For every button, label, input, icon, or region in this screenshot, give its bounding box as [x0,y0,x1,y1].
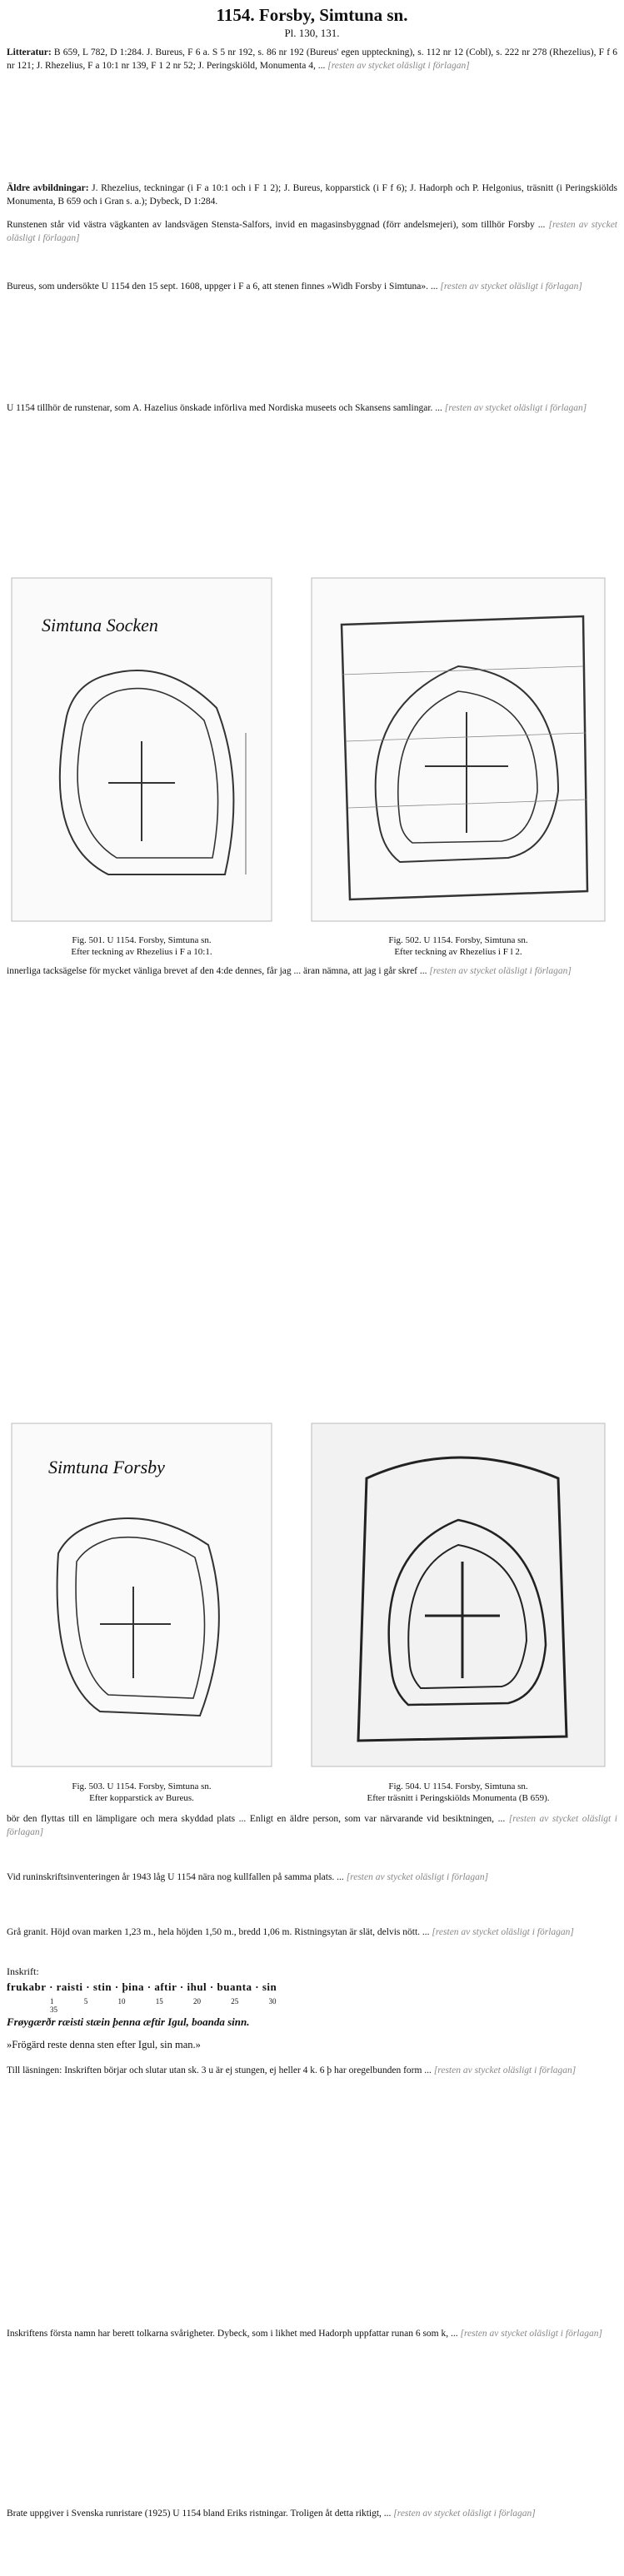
caption-line: Efter teckning av Rhezelius i F a 10:1. [71,947,212,957]
description-paragraph [7,1926,617,1962]
page-title: 1154. Forsby, Simtuna sn. [216,5,408,25]
paragraph-text: Grå granit. Höjd ovan marken 1,23 m., hela höjden 1,50 m., bredd 1,06 m. Ristningsytan är slät, delvis nött. ... [7,1927,430,1937]
plate-reference: Pl. 130, 131. [284,27,340,39]
omitted-note: [resten av stycket oläsligt i förlagan] [429,966,572,976]
paragraph-text: bör den flyttas till en lämpligare och mera skyddad plats ... Enligt en äldre person, som var närvarande vid besiktningen, ... [7,1814,506,1824]
paragraph-text: Runstenen står vid västra vägkanten av landsvägen Stensta-Salfors, invid en magasinsbyggnad (förr andelsmejeri), som tillhör Forsby ... [7,220,546,230]
bureus-paragraph [7,280,617,396]
paragraph-text: J. Rhezelius, teckningar (i F a 10:1 och i F 1 2); J. Bureus, kopparstick (i F f 6); J. Hadorph och P. Helgonius, träsnitt (i Peringskiölds Monumenta, B 659 och i Gran s. a.); Dybeck, D 1:284. [7,183,617,207]
figure-504 [308,1420,608,1770]
paragraph-text: Vid runinskriftsinventeringen år 1943 låg U 1154 nära nog kullfallen på samma plats. ... [7,1872,344,1882]
inventory-paragraph [7,1871,617,1921]
relocation-paragraph [7,1812,617,1867]
caption-line: Fig. 504. U 1154. Forsby, Simtuna sn. [388,1781,528,1791]
hazelius-paragraph [7,401,617,568]
omitted-note: [resten av stycket oläsligt i förlagan] [327,61,470,71]
omitted-note: [resten av stycket oläsligt i förlagan] [444,403,587,413]
paragraph-text: B 659, L 782, D 1:284. J. Bureus, F 6 a. S 5 nr 192, s. 86 nr 192 (Bureus' egen uppteckning), s. 112 nr 12 (Cobl), s. 222 nr 278 (Rhezelius), F f 6 nr 121; J. Rhezelius, F a 10:1 nr 139, F 1 2 nr 52; J. Peringskiöld, Monumenta 4, ... [7,47,617,71]
reading-paragraph [7,2064,617,2322]
paragraph-text: Inskriftens första namn har berett tolkarna svårigheter. Dybeck, som i likhet med Hadorph uppfattar runan 6 som k, ... [7,2329,458,2339]
literature-paragraph [7,46,617,179]
omitted-note: [resten av stycket oläsligt i förlagan] [7,220,617,243]
letter-paragraph [7,964,617,1414]
omitted-note: [resten av stycket oläsligt i förlagan] [7,1814,617,1837]
inscription-translation: »Frögärd reste denna sten efter Igul, sin man.» [7,2039,201,2050]
omitted-note: [resten av stycket oläsligt i förlagan] [346,1872,489,1882]
omitted-note: [resten av stycket oläsligt i förlagan] [393,2509,536,2519]
location-paragraph [7,218,617,277]
handwritten-label: Simtuna Socken [42,615,158,635]
figure-501-caption [8,934,275,958]
inscription-label: Inskrift: [7,1966,39,1977]
paragraph-text: innerliga tacksägelse för mycket vänliga brevet af den 4:de dennes, får jag ... äran nämna, att jag i går skref ... [7,966,427,976]
paragraph-lead: Äldre avbildningar: [7,183,89,193]
figure-502-caption [308,934,608,958]
inscription-runes: frukabr · raisti · stin · þina · aftir · ihul · buanta · sin [7,1981,277,1993]
caption-line: Fig. 502. U 1154. Forsby, Simtuna sn. [388,935,528,945]
paragraph-text: Till läsningen: Inskriften börjar och slutar utan sk. 3 u är ej stungen, ej heller 4 k. 6 þ har oregelbunden form ... [7,2065,432,2075]
caption-line: Fig. 503. U 1154. Forsby, Simtuna sn. [72,1781,212,1791]
figure-501 [8,575,275,924]
caption-line: Efter teckning av Rhezelius i F l 2. [394,947,522,957]
caption-line: Efter kopparstick av Bureus. [89,1793,194,1803]
figure-503-caption [8,1781,275,1804]
figure-504-caption [308,1781,608,1804]
handwritten-label: Simtuna Forsby [48,1457,165,1477]
omitted-note: [resten av stycket oläsligt i förlagan] [433,2065,577,2075]
interpretation-paragraph [7,2327,617,2502]
paragraph-text: Brate uppgiver i Svenska runristare (1925) U 1154 bland Eriks ristningar. Troligen åt detta riktigt, ... [7,2509,392,2519]
inscription-rune-numbers: 1 5 10 15 20 25 30 35 [50,1997,277,2014]
omitted-note: [resten av stycket oläsligt i förlagan] [460,2329,602,2339]
omitted-note: [resten av stycket oläsligt i förlagan] [432,1927,574,1937]
caption-line: Efter träsnitt i Peringskiölds Monumenta (B 659). [367,1793,550,1803]
figure-502 [308,575,608,924]
paragraph-lead: Litteratur: [7,47,52,57]
inscription-normalized: Frøygærðr ræisti stæin þenna æftir Igul, boanda sinn. [7,2015,250,2028]
paragraph-text: Bureus, som undersökte U 1154 den 15 sept. 1608, uppger i F a 6, att stenen finnes »Widh Forsby i Simtuna». ... [7,282,438,291]
caption-line: Fig. 501. U 1154. Forsby, Simtuna sn. [72,935,212,945]
carver-paragraph [7,2507,617,2572]
paragraph-text: U 1154 tillhör de runstenar, som A. Hazelius önskade införliva med Nordiska museets och Skansens samlingar. ... [7,403,442,413]
older-illustrations-paragraph [7,182,617,210]
omitted-note: [resten av stycket oläsligt i förlagan] [440,282,582,291]
figure-503 [8,1420,275,1770]
